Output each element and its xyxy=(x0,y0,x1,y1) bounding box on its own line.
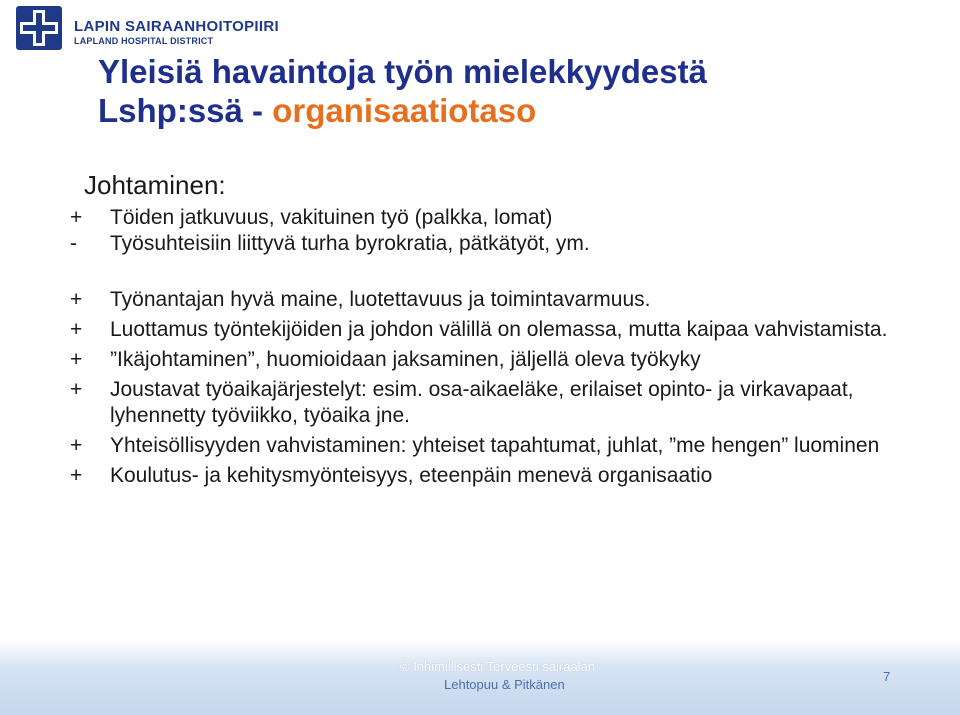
bullet-text: Töiden jatkuvuus, vakituinen työ (palkka, lomat) xyxy=(110,206,553,229)
logo-name: LAPIN SAIRAANHOITOPIIRI xyxy=(74,18,279,35)
logo-subtitle: LAPLAND HOSPITAL DISTRICT xyxy=(74,36,214,46)
bullet-item xyxy=(70,463,940,489)
bullet-marker: + xyxy=(70,464,83,487)
page-number: 7 xyxy=(883,669,891,684)
bullet-item xyxy=(70,433,940,459)
footer-authors: Lehtopuu & Pitkänen xyxy=(444,677,565,692)
cross-icon xyxy=(16,6,62,50)
title-line-1: Yleisiä havaintoja työn mielekkyydestä xyxy=(98,53,707,90)
bullet-list xyxy=(70,205,940,489)
section-heading: Johtaminen: xyxy=(84,170,226,200)
bullet-item xyxy=(70,205,940,231)
bullet-marker: + xyxy=(70,434,83,457)
footer-copyright: © Inhimillisesti Terveesti sairaalan xyxy=(400,659,596,674)
bullet-text: Työsuhteisiin liittyvä turha byrokratia, pätkätyöt, ym. xyxy=(110,232,590,255)
bullet-text: Yhteisöllisyyden vahvistaminen: yhteiset tapahtumat, juhlat, ”me hengen” luominen xyxy=(110,434,880,457)
bullet-text: Joustavat työaikajärjestelyt: esim. osa-aikaeläke, erilaiset opinto- ja virkavapaat, lyhennetty työviikko, työaika jne. xyxy=(110,378,854,427)
title-line-2-accent: organisaatiotaso xyxy=(272,92,537,129)
title-line-2-main: Lshp:ssä - xyxy=(98,92,273,129)
bullet-item xyxy=(70,287,940,313)
bullet-item xyxy=(70,317,940,343)
bullet-item xyxy=(70,377,940,429)
bullet-item xyxy=(70,347,940,373)
bullet-text: Työnantajan hyvä maine, luotettavuus ja toimintavarmuus. xyxy=(110,288,651,311)
bullet-item xyxy=(70,231,940,257)
title-line-2 xyxy=(98,91,707,130)
bullet-marker: - xyxy=(70,232,77,255)
bullet-text: Luottamus työntekijöiden ja johdon välillä on olemassa, mutta kaipaa vahvistamista. xyxy=(110,318,888,341)
bullet-marker: + xyxy=(70,348,83,371)
bullet-marker: + xyxy=(70,378,83,401)
bullet-marker: + xyxy=(70,206,83,229)
bullet-marker: + xyxy=(70,288,83,311)
bullet-text: Koulutus- ja kehitysmyönteisyys, eteenpäin menevä organisaatio xyxy=(110,464,713,487)
slide-title xyxy=(98,52,707,130)
bullet-text: ”Ikäjohtaminen”, huomioidaan jaksaminen, jäljellä oleva työkyky xyxy=(110,348,701,371)
bullet-marker: + xyxy=(70,318,83,341)
